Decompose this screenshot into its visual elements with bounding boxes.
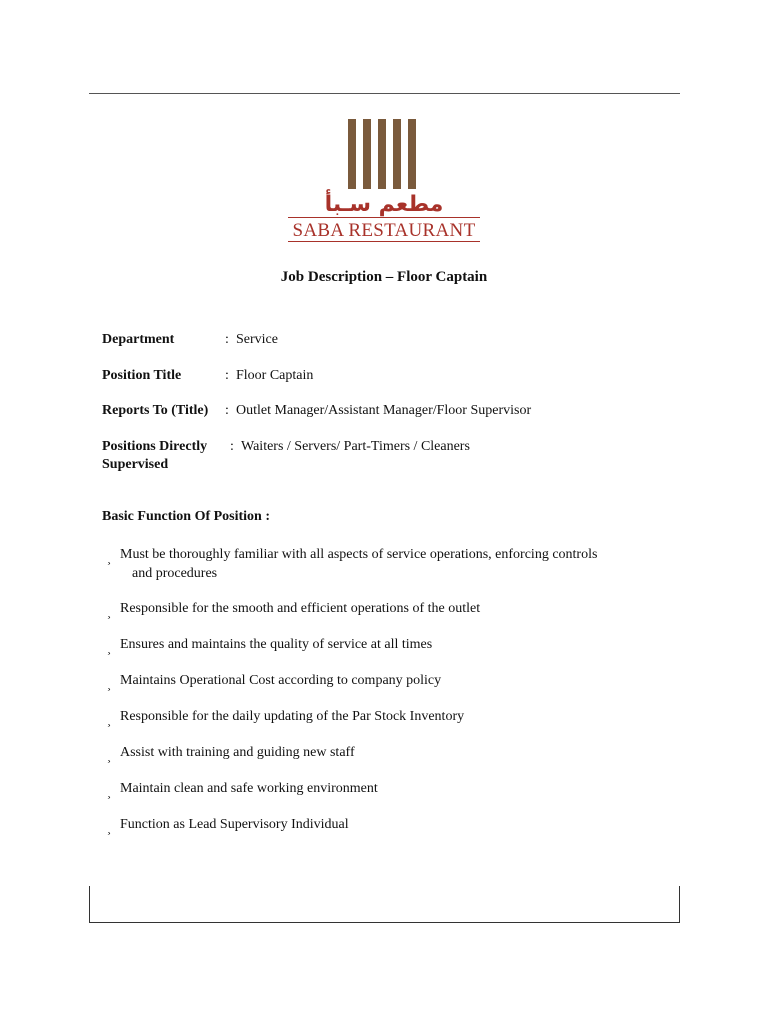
- bullet-mark: ¸: [107, 713, 111, 727]
- list-item-line: Must be thoroughly familiar with all aspects of service operations, enforcing controls: [120, 547, 598, 562]
- logo-divider: [288, 241, 480, 242]
- info-label-line1: Positions Directly: [102, 439, 208, 454]
- logo-name: SABA RESTAURANT: [292, 220, 476, 241]
- info-colon: :: [225, 403, 229, 418]
- list-item-text: Responsible for the daily updating of the Par Stock Inventory: [120, 709, 465, 724]
- info-colon: :: [230, 439, 234, 454]
- info-value: Service: [236, 332, 278, 347]
- bullet-mark: ¸: [107, 551, 111, 565]
- header-rule: [89, 93, 680, 94]
- section-heading: Basic Function Of Position :: [102, 509, 271, 524]
- saba-restaurant-logo: [284, 116, 484, 246]
- bullet-mark: ¸: [107, 605, 111, 619]
- logo-divider: [288, 217, 480, 218]
- list-item-text: Assist with training and guiding new staff: [120, 745, 355, 760]
- bullet-mark: ¸: [107, 821, 111, 835]
- info-label: Position Title: [102, 368, 182, 383]
- list-item-text: Ensures and maintains the quality of service at all times: [120, 637, 433, 652]
- bullet-mark: ¸: [107, 785, 111, 799]
- bullet-mark: ¸: [107, 641, 111, 655]
- info-label: Department: [102, 332, 175, 347]
- list-item-text: Responsible for the smooth and efficient operations of the outlet: [120, 601, 481, 616]
- document-title: Job Description – Floor Captain: [280, 269, 488, 285]
- list-item-text: Function as Lead Supervisory Individual: [120, 817, 349, 832]
- info-value: Floor Captain: [236, 368, 314, 383]
- bullet-mark: ¸: [107, 749, 111, 763]
- info-colon: :: [225, 368, 229, 383]
- info-label: Reports To (Title): [102, 403, 209, 418]
- info-value: Outlet Manager/Assistant Manager/Floor Supervisor: [236, 403, 532, 418]
- info-label-line2: Supervised: [102, 457, 169, 472]
- logo-arabic-text: مطعم سـبأ: [324, 192, 444, 217]
- bullet-mark: ¸: [107, 677, 111, 691]
- list-item-text: Maintains Operational Cost according to company policy: [120, 673, 442, 688]
- list-item-text: [120, 545, 660, 583]
- list-item-text: Maintain clean and safe working environment: [120, 781, 378, 796]
- info-value: Waiters / Servers/ Part-Timers / Cleaners: [241, 439, 470, 454]
- list-item-continuation: and procedures: [132, 566, 218, 581]
- info-label: [102, 438, 228, 474]
- info-colon: :: [225, 332, 229, 347]
- footer-box: [89, 886, 680, 923]
